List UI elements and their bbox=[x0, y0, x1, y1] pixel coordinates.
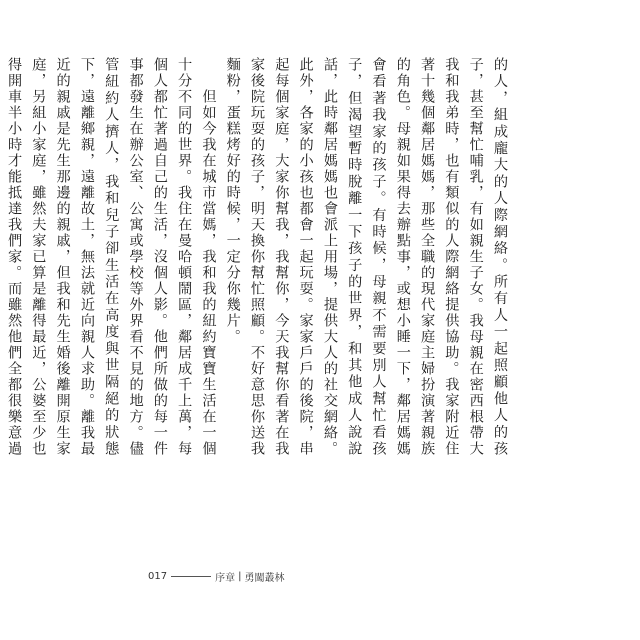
paragraph-1: 的人，組成龐大的人際網絡。所有人一起照顧他人的孩子，甚至幫忙哺乳，有如親生子女。我母親在密西根帶大我和我弟時，也有類似的人際網絡提供協助。我家附近住著十幾個鄰居媽媽，那些全職的現代家庭主婦扮演著親族的角色。母親如果得去辦點事，或想小睡一下，鄰居媽媽會看著我家的孩子。有時候，母親不需要別人幫忙看孩子，但渴望暫時脫離一下孩子的世界，和其他成人說說話，此時鄰居媽媽也會派上用場，提供大人的社交網絡。此外，各家的小孩也都會一起玩耍。家家戶戶的後院，串起每個家庭，大家你幫我，我幫你，今天我幫你看著在我家後院玩耍的孩子，明天換你幫忙照顧。不好意思你送我麵粉，蛋糕烤好的時候，一定分你幾片。 bbox=[224, 57, 508, 457]
footer-separator: | bbox=[238, 571, 242, 582]
footer-rule bbox=[171, 576, 211, 577]
page-number: 017 bbox=[148, 571, 168, 582]
section-name: 序章 bbox=[215, 573, 236, 584]
page-footer bbox=[148, 569, 284, 584]
paragraph-2: 但如今我在城市當媽，我和我的紐約寶寶生活在一個十分不同的世界。我住在曼哈頓鬧區，鄰居成千上萬，每個人都忙著過自己的生活，沒個人影。他們所做的每一件事都發生在辦公室、公寓或學校等外界看不見的地方。儘管紐約人擠人，我和兒子卻生活在高度與世隔絕的狀態下，遠離鄉親，遠離故土，無法就近向親人求助。離我最近的親戚是先生那邊的親戚，但我和先生婚後離開原生家庭，另組小家庭，雖然夫家已算是離得最近，公婆至少也得開車半小時才能抵達我們家。而雖然他們全都很樂意過 bbox=[6, 57, 217, 457]
body-text bbox=[0, 57, 512, 457]
chapter-title: 勇闖叢林 bbox=[244, 573, 285, 584]
